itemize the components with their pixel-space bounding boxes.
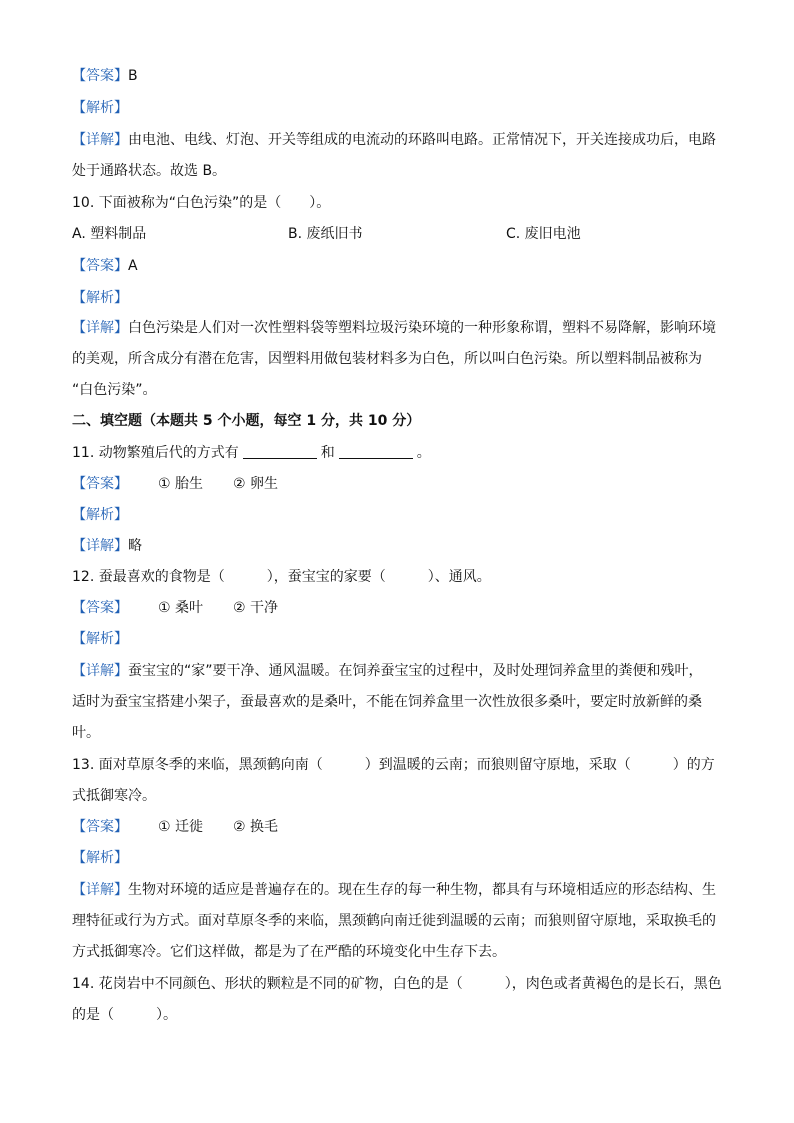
q11-detail-text: 略 <box>128 538 142 554</box>
q10-detail-line-1 <box>72 318 716 338</box>
answer-label: 【答案】 <box>72 819 128 835</box>
analysis-label: 【解析】 <box>72 507 128 523</box>
circled-1: ① <box>158 819 171 835</box>
q12-detail-text-1: 蚕宝宝的“家”要干净、通风温暖。在饲养蚕宝宝的过程中，及时处理饲养盒里的粪便和残叶， <box>128 663 703 679</box>
q9-answer-line <box>72 66 138 86</box>
q10-analysis-line <box>72 288 128 308</box>
q11-blank-2 <box>339 444 413 459</box>
circled-2: ② <box>233 819 246 835</box>
q10-detail-line-3: “白色污染”。 <box>72 382 157 398</box>
circled-2: ② <box>233 476 246 492</box>
q9-detail-text-1: 由电池、电线、灯泡、开关等组成的电流动的环路叫电路。正常情况下，开关连接成功后，电路 <box>128 132 716 148</box>
q10-detail-text-1: 白色污染是人们对一次性塑料袋等塑料垃圾污染环境的一种形象称谓，塑料不易降解，影响环境 <box>128 320 716 336</box>
analysis-label: 【解析】 <box>72 631 128 647</box>
q14-stem-line-2: 的是（ ）。 <box>72 1007 177 1023</box>
q11-answer-1: 胎生 <box>175 476 204 492</box>
q13-answer-line <box>72 817 278 837</box>
q12-answer-1: 桑叶 <box>175 600 204 616</box>
q9-answer: B <box>128 68 138 84</box>
analysis-label: 【解析】 <box>72 290 128 306</box>
section-heading: 二、填空题（本题共 5 个小题，每空 1 分，共 10 分） <box>72 413 421 429</box>
answer-label: 【答案】 <box>72 258 128 274</box>
q13-detail-line-3: 方式抵御寒冷。它们这样做，都是为了在严酷的环境变化中生存下去。 <box>72 944 506 960</box>
q13-detail-line-1 <box>72 880 716 900</box>
circled-1: ① <box>158 600 171 616</box>
q12-answer-2: 干净 <box>250 600 279 616</box>
q12-detail-line-1 <box>72 661 703 681</box>
detail-label: 【详解】 <box>72 663 128 679</box>
q13-detail-text-1: 生物对环境的适应是普遍存在的。现在生存的每一种生物，都具有与环境相适应的形态结构、生 <box>128 882 716 898</box>
answer-label: 【答案】 <box>72 600 128 616</box>
q13-stem-line-2: 式抵御寒冷。 <box>72 788 156 804</box>
detail-label: 【详解】 <box>72 320 128 336</box>
q13-stem-line-1: 13. 面对草原冬季的来临，黑颈鹤向南（ ）到温暖的云南；而狼则留守原地，采取（ ）的方 <box>72 757 715 773</box>
q13-answer-2: 换毛 <box>250 819 279 835</box>
q10-option-a: A. 塑料制品 <box>72 226 147 242</box>
q13-answer-1: 迁徙 <box>175 819 204 835</box>
q11-stem-part-1: 11. 动物繁殖后代的方式有 <box>72 445 239 461</box>
detail-label: 【详解】 <box>72 132 128 148</box>
q9-detail-line-1 <box>72 130 716 150</box>
circled-2: ② <box>233 600 246 616</box>
q11-answer-2: 卵生 <box>250 476 279 492</box>
circled-1: ① <box>158 476 171 492</box>
q12-analysis-line <box>72 629 128 649</box>
q12-detail-line-3: 叶。 <box>72 725 100 741</box>
q10-answer-line <box>72 256 138 276</box>
q11-stem-part-2: 和 <box>320 445 335 461</box>
q10-answer: A <box>128 258 138 274</box>
q11-analysis-line <box>72 505 128 525</box>
q9-analysis-line <box>72 98 128 118</box>
q13-detail-line-2: 理特征或行为方式。面对草原冬季的来临，黑颈鹤向南迁徙到温暖的云南；而狼则留守原地，采取换毛的 <box>72 913 716 929</box>
q11-stem <box>72 443 431 463</box>
q11-detail-line <box>72 536 142 556</box>
q13-analysis-line <box>72 848 128 868</box>
q11-stem-part-3: 。 <box>416 445 431 461</box>
q12-answer-line <box>72 598 278 618</box>
q10-option-c: C. 废旧电池 <box>506 226 581 242</box>
answer-label: 【答案】 <box>72 68 128 84</box>
q11-answer-line <box>72 474 278 494</box>
q10-option-b: B. 废纸旧书 <box>288 226 363 242</box>
analysis-label: 【解析】 <box>72 850 128 866</box>
detail-label: 【详解】 <box>72 882 128 898</box>
q12-stem: 12. 蚕最喜欢的食物是（ ），蚕宝宝的家要（ ）、通风。 <box>72 569 491 585</box>
analysis-label: 【解析】 <box>72 100 128 116</box>
q12-detail-line-2: 适时为蚕宝宝搭建小架子，蚕最喜欢的是桑叶，不能在饲养盒里一次性放很多桑叶，要定时放新鲜的桑 <box>72 694 702 710</box>
q10-detail-line-2: 的美观，所含成分有潜在危害，因塑料用做包装材料多为白色，所以叫白色污染。所以塑料制品被称为 <box>72 351 702 367</box>
q10-stem: 10. 下面被称为“白色污染”的是（ ）。 <box>72 195 331 211</box>
q9-detail-line-2: 处于通路状态。故选 B。 <box>72 163 227 179</box>
answer-label: 【答案】 <box>72 476 128 492</box>
q14-stem-line-1: 14. 花岗岩中不同颜色、形状的颗粒是不同的矿物，白色的是（ ），肉色或者黄褐色的是长石，黑色 <box>72 976 722 992</box>
detail-label: 【详解】 <box>72 538 128 554</box>
q11-blank-1 <box>243 444 317 459</box>
